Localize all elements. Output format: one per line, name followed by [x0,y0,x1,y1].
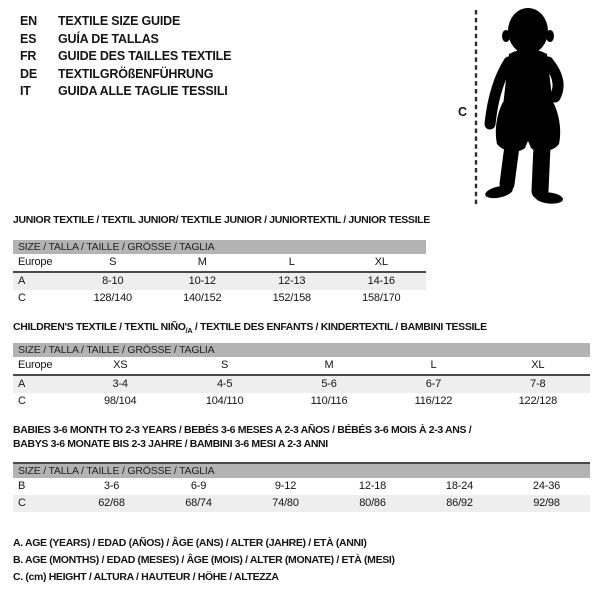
table-row-c [13,290,426,307]
size-header-bar: SIZE / TALLA / TAILLE / GRÖSSE / TAGLIA [13,343,590,357]
table-title-line [13,320,487,338]
table-title-line [13,423,471,437]
size-cell: 80/86 [359,497,386,509]
table-title-babies [13,423,471,451]
legend-row: C. (cm) HEIGHT / ALTURA / HAUTEUR / HÖHE / ALTEZZA [13,570,279,583]
size-cell: 6-9 [190,480,207,492]
size-cell: 3-6 [103,480,120,492]
size-cell: 128/140 [93,292,132,304]
title-text: / TEXTILE DES ENFANTS / KINDERTEXTIL / BAMBINI TESSILE [192,321,487,333]
size-cell: 12-13 [278,275,306,287]
table-row-a [13,273,426,290]
size-cell: L [288,256,295,268]
table-row-c [13,495,590,512]
size-table-babies [13,462,590,512]
size-cell: S [109,256,117,268]
table-title-junior [13,213,430,227]
size-cell: L [430,359,437,371]
row-label: C [18,497,26,509]
row-label: A [18,378,26,390]
row-label: B [18,480,26,492]
size-cell: 9-12 [274,480,297,492]
language-row [20,13,231,31]
language-row [20,48,231,66]
size-cell: 24-36 [532,480,561,492]
size-cell: 14-16 [367,275,395,287]
size-cell: XS [113,359,128,371]
size-cell: 122/128 [518,395,558,407]
size-cell: 92/98 [533,497,560,509]
size-cell: 5-6 [321,378,337,390]
baby-silhouette-svg [445,0,600,215]
size-table-junior [13,240,426,307]
row-label: C [18,292,26,304]
size-cell: 8-10 [102,275,124,287]
language-code: IT [20,84,31,98]
size-cell: 86/92 [446,497,473,509]
title-text: CHILDREN'S TEXTILE / TEXTIL NIÑO [13,321,186,333]
language-label: GUIDE DES TAILLES TEXTILE [58,49,232,63]
size-cell: M [324,359,334,371]
size-cell: 4-5 [216,378,233,390]
language-row [20,31,231,49]
table-row-c [13,393,590,410]
table-title-children [13,320,487,338]
size-cell: 116/122 [414,395,453,407]
size-header-bar: SIZE / TALLA / TAILLE / GRÖSSE / TAGLIA [13,464,590,478]
size-cell: S [221,359,229,371]
table-row-b [13,478,590,495]
size-cell: 10-12 [188,275,216,287]
language-label: GUIDA ALLE TAGLIE TESSILI [58,84,228,98]
size-cell: 140/152 [183,292,222,304]
row-label: Europe [18,256,53,268]
title-text: BABYS 3-6 MONATE BIS 2-3 JAHRE / BAMBINI 3-6 MESI A 2-3 ANNI [13,438,328,450]
table-row-europe [13,357,590,374]
size-cell: 158/170 [362,292,401,304]
language-label: TEXTILGRÖßENFÜHRUNG [58,66,214,81]
size-cell: 98/104 [103,395,137,407]
size-cell: 3-4 [112,378,128,390]
size-cell: 7-8 [530,378,546,390]
table-row-a [13,376,590,393]
size-cell: 104/110 [205,395,244,407]
table-row-europe [13,254,426,271]
language-code: EN [20,14,37,28]
row-label: C [18,395,26,407]
size-cell: 6-7 [425,378,442,390]
language-row [20,83,231,101]
legend-row: B. AGE (MONTHS) / EDAD (MESES) / ÂGE (MOIS) / ALTER (MONATE) / ETÀ (MESI) [13,553,395,566]
language-label: TEXTILE SIZE GUIDE [58,14,181,28]
size-cell: 110/116 [310,395,348,407]
language-label: GUÍA DE TALLAS [58,31,159,46]
row-label: A [18,275,26,287]
legend-row: A. AGE (YEARS) / EDAD (AÑOS) / ÂGE (ANS) / ALTER (JAHRE) / ETÀ (ANNI) [13,537,367,549]
title-text: BABIES 3-6 MONTH TO 2-3 YEARS / BEBÉS 3-6 MESES A 2-3 AÑOS / BÉBÉS 3-6 MOIS À 2-3 ANS / [13,424,472,436]
size-cell: 68/74 [185,497,212,509]
size-header-bar: SIZE / TALLA / TAILLE / GRÖSSE / TAGLIA [13,240,426,254]
size-cell: 62/68 [98,497,125,509]
size-cell: XL [531,359,545,371]
table-title-line [13,437,471,451]
language-code: FR [20,49,37,63]
size-cell: 12-18 [358,480,387,492]
language-code: DE [20,66,37,81]
size-cell: 152/158 [272,292,311,304]
size-table-children [13,343,590,410]
title-text: JUNIOR TEXTILE / TEXTIL JUNIOR/ TEXTILE JUNIOR / JUNIORTEXTIL / JUNIOR TESSILE [13,214,430,226]
size-cell: 18-24 [445,480,474,492]
language-list [20,13,231,101]
height-measure-label: C [458,105,468,119]
size-cell: XL [374,256,388,268]
language-row [20,66,231,84]
baby-silhouette [484,8,563,205]
row-label: Europe [18,359,53,371]
size-cell: M [197,256,207,268]
title-text: /A [185,326,193,336]
language-code: ES [20,31,37,46]
measure-legend [13,535,395,585]
table-title-line [13,213,430,227]
size-cell: 74/80 [272,497,299,509]
baby-figure [445,0,600,215]
